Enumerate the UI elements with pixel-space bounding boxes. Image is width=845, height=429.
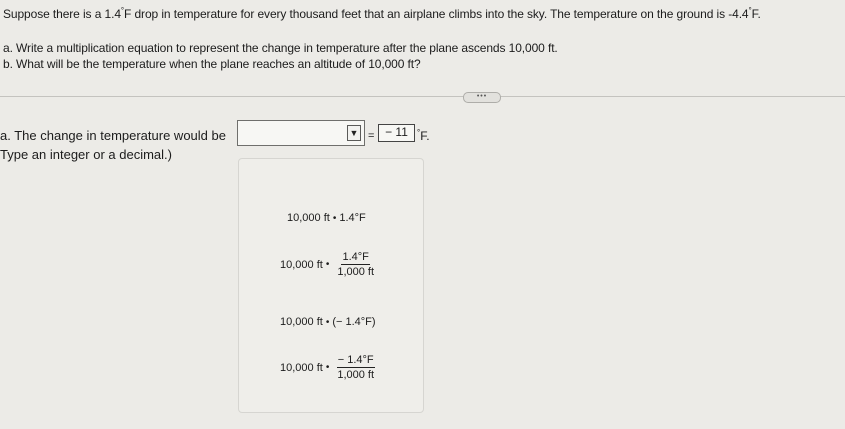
degree-symbol: °: [417, 128, 421, 137]
option-left: 10,000 ft: [280, 316, 323, 328]
drop-value: 1.4: [104, 7, 121, 21]
expand-more-button[interactable]: •••: [463, 92, 501, 103]
option-left: 10,000 ft: [280, 258, 323, 271]
section-divider: [0, 96, 845, 97]
problem-statement: Suppose there is a 1.4°F drop in temperature for every thousand feet that an airplane climbs into the sky. The temperature on the ground is -4.4°F.: [3, 6, 761, 21]
equals-sign: =: [368, 130, 375, 142]
multiply-dot: •: [332, 212, 337, 224]
problem-text-intro: Suppose there is a: [3, 7, 105, 21]
fraction-denominator: 1,000 ft: [337, 369, 375, 381]
fraction-numerator: − 1.4°F: [337, 354, 374, 366]
answer-input[interactable]: − 11: [378, 124, 415, 142]
multiply-dot: •: [325, 316, 330, 328]
unit-letter: F.: [420, 129, 430, 143]
equation-dropdown-menu: [238, 158, 424, 413]
equation-select[interactable]: [237, 120, 365, 146]
multiply-dot: •: [325, 259, 330, 270]
fraction: [336, 354, 375, 381]
problem-text-middle: F drop in temperature for every thousand feet that an airplane climbs into the sky. The temperature on the ground is: [124, 7, 729, 21]
fraction-numerator: 1.4°F: [342, 251, 369, 263]
option-left: 10,000 ft: [287, 212, 330, 224]
multiply-dot: •: [325, 362, 330, 373]
part-a-instruction: a. Write a multiplication equation to represent the change in temperature after the plane ascends 10,000 ft.: [3, 41, 558, 55]
fraction: [336, 251, 375, 278]
answer-unit: [417, 128, 430, 143]
part-b-instruction: b. What will be the temperature when the plane reaches an altitude of 10,000 ft?: [3, 57, 421, 71]
answer-hint: Type an integer or a decimal.): [0, 147, 172, 162]
option-right: (− 1.4°F): [332, 316, 376, 328]
option-left: 10,000 ft: [280, 361, 323, 374]
problem-text-end: F.: [751, 7, 761, 21]
dropdown-option-1[interactable]: [287, 212, 366, 224]
answer-prompt: a. The change in temperature would be: [0, 128, 226, 143]
option-right: 1.4°F: [339, 212, 366, 224]
fraction-denominator: 1,000 ft: [337, 266, 375, 278]
dropdown-option-4[interactable]: [280, 354, 375, 381]
dropdown-option-3[interactable]: [280, 316, 376, 328]
dropdown-arrow-icon[interactable]: ▼: [347, 125, 361, 141]
ground-temperature: -4.4: [728, 7, 749, 21]
dropdown-option-2[interactable]: [280, 251, 375, 278]
